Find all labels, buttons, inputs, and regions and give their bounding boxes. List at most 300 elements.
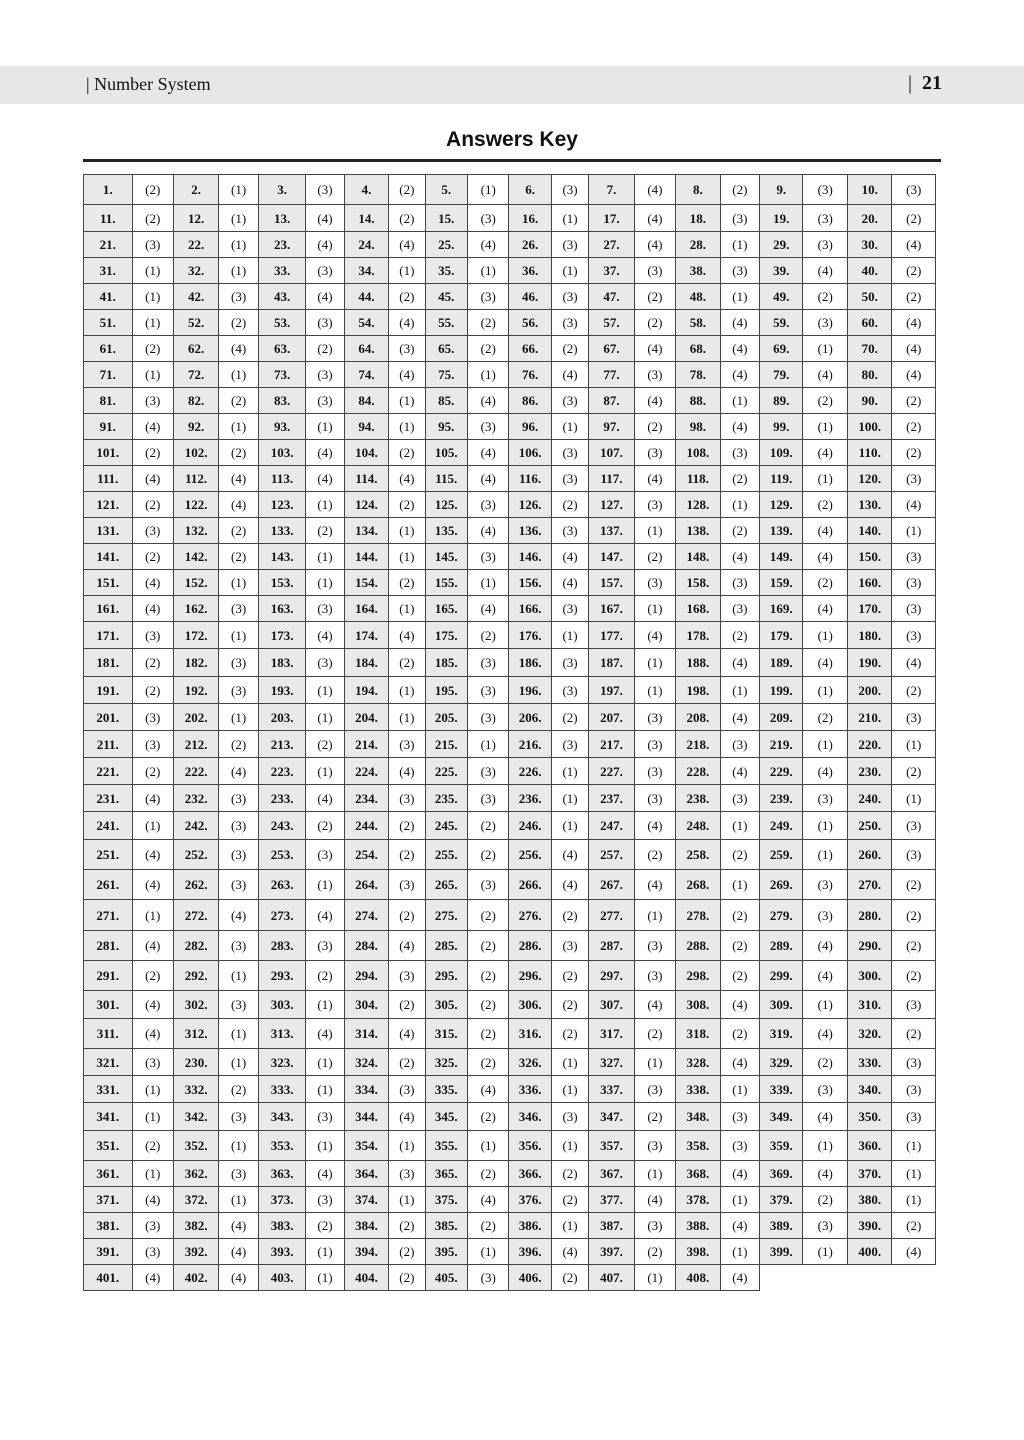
question-number: 8. <box>676 175 720 205</box>
answer-option: (1) <box>551 812 588 840</box>
question-number: 350. <box>847 1103 891 1131</box>
question-number: 54. <box>344 310 388 336</box>
question-number: 387. <box>589 1213 634 1239</box>
answer-option: (2) <box>389 284 425 310</box>
answer-option: (3) <box>132 1049 173 1076</box>
answer-option: (3) <box>892 991 936 1019</box>
answer-option: (3) <box>467 492 508 518</box>
question-number: 159. <box>760 570 803 596</box>
question-number: 42. <box>173 284 218 310</box>
question-number: 257. <box>589 840 634 870</box>
answer-option: (1) <box>306 870 344 900</box>
question-number: 100. <box>847 414 891 440</box>
answer-option: (1) <box>467 570 508 596</box>
answer-option: (3) <box>803 1076 847 1103</box>
answer-option: (1) <box>219 232 258 258</box>
question-number: 110. <box>847 440 891 466</box>
question-number: 396. <box>509 1239 551 1265</box>
question-number: 373. <box>258 1187 306 1213</box>
answer-option: (4) <box>803 544 847 570</box>
question-number: 223. <box>258 758 306 785</box>
question-number: 196. <box>509 677 551 704</box>
answer-option: (4) <box>389 362 425 388</box>
question-number: 193. <box>258 677 306 704</box>
answer-option: (2) <box>892 1019 936 1049</box>
question-number: 308. <box>676 991 720 1019</box>
question-number: 232. <box>173 785 218 812</box>
answer-option: (1) <box>803 731 847 758</box>
answer-option: (3) <box>634 440 675 466</box>
question-number: 251. <box>84 840 133 870</box>
answer-option: (1) <box>219 961 258 991</box>
answer-option: (4) <box>467 388 508 414</box>
question-number: 122. <box>173 492 218 518</box>
table-row <box>84 232 936 258</box>
question-number: 246. <box>509 812 551 840</box>
question-number: 55. <box>425 310 467 336</box>
question-number: 137. <box>589 518 634 544</box>
question-number: 62. <box>173 336 218 362</box>
question-number: 17. <box>589 205 634 232</box>
answer-option: (4) <box>467 1187 508 1213</box>
answer-option: (1) <box>803 622 847 649</box>
table-row <box>84 1019 936 1049</box>
question-number: 333. <box>258 1076 306 1103</box>
question-number: 16. <box>509 205 551 232</box>
answer-option: (2) <box>306 336 344 362</box>
question-number: 218. <box>676 731 720 758</box>
answer-option: (3) <box>219 991 258 1019</box>
question-number: 57. <box>589 310 634 336</box>
answer-option: (1) <box>551 622 588 649</box>
answer-option: (1) <box>892 1161 936 1187</box>
question-number: 354. <box>344 1131 388 1161</box>
question-number: 327. <box>589 1049 634 1076</box>
question-number: 143. <box>258 544 306 570</box>
answer-option: (4) <box>634 336 675 362</box>
question-number: 84. <box>344 388 388 414</box>
answer-option: (4) <box>132 870 173 900</box>
question-number: 235. <box>425 785 467 812</box>
answer-option: (3) <box>467 284 508 310</box>
answer-option: (4) <box>720 649 759 677</box>
question-number: 402. <box>173 1265 218 1291</box>
answer-option: (1) <box>720 812 759 840</box>
question-number: 401. <box>84 1265 133 1291</box>
question-number: 197. <box>589 677 634 704</box>
question-number: 162. <box>173 596 218 622</box>
answer-option: (2) <box>306 812 344 840</box>
question-number: 195. <box>425 677 467 704</box>
question-number: 177. <box>589 622 634 649</box>
answer-option: (1) <box>634 1265 675 1291</box>
question-number: 146. <box>509 544 551 570</box>
answer-option: (2) <box>467 1103 508 1131</box>
question-number: 182. <box>173 649 218 677</box>
answer-option: (2) <box>132 1131 173 1161</box>
answer-option: (4) <box>132 570 173 596</box>
answer-option: (3) <box>219 785 258 812</box>
answer-option: (3) <box>634 931 675 961</box>
question-number: 85. <box>425 388 467 414</box>
answer-option: (2) <box>467 1161 508 1187</box>
question-number: 93. <box>258 414 306 440</box>
question-number: 72. <box>173 362 218 388</box>
question-number: 165. <box>425 596 467 622</box>
question-number: 338. <box>676 1076 720 1103</box>
question-number: 58. <box>676 310 720 336</box>
answer-option: (4) <box>389 232 425 258</box>
question-number: 107. <box>589 440 634 466</box>
answer-option: (3) <box>306 1187 344 1213</box>
question-number: 200. <box>847 677 891 704</box>
answer-option: (3) <box>389 336 425 362</box>
answer-option: (2) <box>803 570 847 596</box>
answer-option: (3) <box>467 205 508 232</box>
question-number: 245. <box>425 812 467 840</box>
table-row <box>84 175 936 205</box>
answer-option: (4) <box>389 622 425 649</box>
question-number: 74. <box>344 362 388 388</box>
answer-option: (3) <box>634 362 675 388</box>
answer-option: (3) <box>219 649 258 677</box>
answer-option: (1) <box>803 336 847 362</box>
question-number: 123. <box>258 492 306 518</box>
table-row <box>84 1103 936 1131</box>
question-number: 335. <box>425 1076 467 1103</box>
question-number: 324. <box>344 1049 388 1076</box>
answer-option: (3) <box>720 731 759 758</box>
question-number: 337. <box>589 1076 634 1103</box>
answer-option: (1) <box>551 414 588 440</box>
question-number: 389. <box>760 1213 803 1239</box>
question-number: 117. <box>589 466 634 492</box>
table-row <box>84 466 936 492</box>
question-number: 26. <box>509 232 551 258</box>
table-row <box>84 1239 936 1265</box>
answer-option: (2) <box>551 704 588 731</box>
answer-option: (2) <box>634 1019 675 1049</box>
answer-option: (2) <box>389 812 425 840</box>
table-row <box>84 414 936 440</box>
answer-option: (3) <box>892 1076 936 1103</box>
question-number: 108. <box>676 440 720 466</box>
table-row <box>84 1131 936 1161</box>
question-number: 203. <box>258 704 306 731</box>
question-number: 65. <box>425 336 467 362</box>
answer-option: (3) <box>306 362 344 388</box>
answer-option: (4) <box>306 900 344 931</box>
answer-option: (4) <box>892 649 936 677</box>
question-number: 303. <box>258 991 306 1019</box>
question-number: 136. <box>509 518 551 544</box>
answer-option: (2) <box>551 1265 588 1291</box>
question-number: 11. <box>84 205 133 232</box>
question-number: 360. <box>847 1131 891 1161</box>
answer-option: (2) <box>467 1019 508 1049</box>
question-number: 192. <box>173 677 218 704</box>
question-number: 226. <box>509 758 551 785</box>
table-row <box>84 622 936 649</box>
question-number: 98. <box>676 414 720 440</box>
answer-option: (3) <box>803 785 847 812</box>
question-number: 386. <box>509 1213 551 1239</box>
answer-option: (2) <box>306 1213 344 1239</box>
answer-option: (4) <box>720 758 759 785</box>
answer-option: (3) <box>892 840 936 870</box>
answer-option: (4) <box>803 1019 847 1049</box>
table-row <box>84 870 936 900</box>
question-number: 214. <box>344 731 388 758</box>
question-number: 18. <box>676 205 720 232</box>
answer-option: (2) <box>803 388 847 414</box>
question-number: 141. <box>84 544 133 570</box>
table-row <box>84 758 936 785</box>
question-number: 48. <box>676 284 720 310</box>
answer-option: (1) <box>720 284 759 310</box>
answer-option: (4) <box>551 870 588 900</box>
answer-option: (1) <box>634 677 675 704</box>
question-number: 321. <box>84 1049 133 1076</box>
answer-option: (1) <box>219 1131 258 1161</box>
answer-option: (3) <box>892 622 936 649</box>
question-number: 213. <box>258 731 306 758</box>
answer-option: (3) <box>551 518 588 544</box>
question-number: 317. <box>589 1019 634 1049</box>
answer-option: (1) <box>389 388 425 414</box>
question-number: 105. <box>425 440 467 466</box>
answer-option: (3) <box>306 258 344 284</box>
question-number: 185. <box>425 649 467 677</box>
section-title: | Number System <box>86 74 211 94</box>
answer-option: (3) <box>467 704 508 731</box>
answer-option: (4) <box>389 931 425 961</box>
question-number: 361. <box>84 1161 133 1187</box>
question-number: 404. <box>344 1265 388 1291</box>
question-number: 36. <box>509 258 551 284</box>
question-number: 77. <box>589 362 634 388</box>
question-number: 372. <box>173 1187 218 1213</box>
answer-option: (4) <box>803 961 847 991</box>
answer-option: (3) <box>219 596 258 622</box>
answer-option: (3) <box>803 870 847 900</box>
answer-option: (1) <box>219 570 258 596</box>
question-number: 380. <box>847 1187 891 1213</box>
question-number: 318. <box>676 1019 720 1049</box>
answer-option: (2) <box>892 870 936 900</box>
answer-option: (3) <box>720 1103 759 1131</box>
question-number: 160. <box>847 570 891 596</box>
question-number: 231. <box>84 785 133 812</box>
answer-option: (2) <box>219 544 258 570</box>
question-number: 286. <box>509 931 551 961</box>
table-row <box>84 785 936 812</box>
answer-option: (2) <box>389 492 425 518</box>
answer-option: (1) <box>634 649 675 677</box>
question-number: 408. <box>676 1265 720 1291</box>
question-number: 7. <box>589 175 634 205</box>
question-number: 80. <box>847 362 891 388</box>
answer-option: (3) <box>467 785 508 812</box>
answer-option: (1) <box>306 492 344 518</box>
answer-option: (1) <box>467 175 508 205</box>
question-number: 378. <box>676 1187 720 1213</box>
answer-option: (3) <box>892 466 936 492</box>
answer-option: (2) <box>551 1161 588 1187</box>
question-number: 400. <box>847 1239 891 1265</box>
question-number: 208. <box>676 704 720 731</box>
question-number: 112. <box>173 466 218 492</box>
answer-option: (3) <box>720 440 759 466</box>
answer-option: (4) <box>467 232 508 258</box>
question-number: 149. <box>760 544 803 570</box>
question-number: 38. <box>676 258 720 284</box>
answer-option: (4) <box>803 649 847 677</box>
answer-option: (4) <box>720 336 759 362</box>
question-number: 87. <box>589 388 634 414</box>
question-number: 394. <box>344 1239 388 1265</box>
question-number: 258. <box>676 840 720 870</box>
question-number: 24. <box>344 232 388 258</box>
question-number: 125. <box>425 492 467 518</box>
table-row <box>84 1161 936 1187</box>
question-number: 362. <box>173 1161 218 1187</box>
question-number: 237. <box>589 785 634 812</box>
answer-option: (2) <box>467 622 508 649</box>
answer-option: (2) <box>467 1049 508 1076</box>
answer-option: (1) <box>219 414 258 440</box>
answer-option: (2) <box>467 961 508 991</box>
question-number: 95. <box>425 414 467 440</box>
question-number: 49. <box>760 284 803 310</box>
answer-option: (3) <box>132 1213 173 1239</box>
answer-option: (2) <box>132 961 173 991</box>
question-number: 215. <box>425 731 467 758</box>
question-number: 46. <box>509 284 551 310</box>
answer-option: (1) <box>634 1161 675 1187</box>
question-number: 179. <box>760 622 803 649</box>
question-number: 178. <box>676 622 720 649</box>
question-number: 181. <box>84 649 133 677</box>
answer-option: (4) <box>634 622 675 649</box>
question-number: 270. <box>847 870 891 900</box>
answer-option: (1) <box>306 1076 344 1103</box>
answer-option: (3) <box>634 758 675 785</box>
answer-option: (3) <box>803 310 847 336</box>
question-number: 353. <box>258 1131 306 1161</box>
question-number: 34. <box>344 258 388 284</box>
answer-option: (4) <box>306 466 344 492</box>
answer-option: (2) <box>892 677 936 704</box>
answer-option: (4) <box>803 1161 847 1187</box>
page-header <box>0 66 1024 104</box>
answer-option: (4) <box>803 931 847 961</box>
question-number: 124. <box>344 492 388 518</box>
question-number: 268. <box>676 870 720 900</box>
answer-option: (4) <box>467 518 508 544</box>
question-number: 375. <box>425 1187 467 1213</box>
question-number: 219. <box>760 731 803 758</box>
answer-option: (2) <box>803 1049 847 1076</box>
question-number: 86. <box>509 388 551 414</box>
question-number: 106. <box>509 440 551 466</box>
answer-option: (1) <box>803 1239 847 1265</box>
question-number: 210. <box>847 704 891 731</box>
question-number: 229. <box>760 758 803 785</box>
question-number: 153. <box>258 570 306 596</box>
answer-option: (1) <box>551 758 588 785</box>
table-row <box>84 258 936 284</box>
page-number-separator: | <box>907 72 912 94</box>
answer-option: (4) <box>551 840 588 870</box>
question-number: 126. <box>509 492 551 518</box>
answer-option: (1) <box>892 731 936 758</box>
answer-option: (1) <box>389 518 425 544</box>
answer-option: (4) <box>892 362 936 388</box>
question-number: 73. <box>258 362 306 388</box>
question-number: 311. <box>84 1019 133 1049</box>
answer-option: (3) <box>219 677 258 704</box>
question-number: 388. <box>676 1213 720 1239</box>
question-number: 230. <box>847 758 891 785</box>
question-number: 343. <box>258 1103 306 1131</box>
question-number: 120. <box>847 466 891 492</box>
question-number: 69. <box>760 336 803 362</box>
answer-option: (4) <box>634 466 675 492</box>
answer-option: (2) <box>803 704 847 731</box>
question-number: 220. <box>847 731 891 758</box>
question-number: 288. <box>676 931 720 961</box>
question-number: 82. <box>173 388 218 414</box>
answer-option: (1) <box>803 840 847 870</box>
answer-option: (3) <box>389 731 425 758</box>
answer-option: (2) <box>634 414 675 440</box>
question-number: 293. <box>258 961 306 991</box>
question-number: 351. <box>84 1131 133 1161</box>
answer-option: (2) <box>389 440 425 466</box>
question-number: 23. <box>258 232 306 258</box>
answer-option: (4) <box>306 1161 344 1187</box>
answer-option: (4) <box>467 440 508 466</box>
answer-option: (1) <box>720 1187 759 1213</box>
question-number: 71. <box>84 362 133 388</box>
question-number: 365. <box>425 1161 467 1187</box>
answer-option: (4) <box>634 812 675 840</box>
answer-option: (3) <box>634 1131 675 1161</box>
answer-option: (4) <box>467 596 508 622</box>
table-row <box>84 1265 936 1291</box>
question-number: 356. <box>509 1131 551 1161</box>
question-number: 155. <box>425 570 467 596</box>
answer-option: (3) <box>219 931 258 961</box>
answer-option: (3) <box>389 1161 425 1187</box>
question-number: 67. <box>589 336 634 362</box>
question-number: 363. <box>258 1161 306 1187</box>
question-number: 90. <box>847 388 891 414</box>
answer-option: (2) <box>892 931 936 961</box>
table-row <box>84 362 936 388</box>
question-number: 114. <box>344 466 388 492</box>
answer-option: (2) <box>219 731 258 758</box>
answer-option: (3) <box>551 284 588 310</box>
question-number: 10. <box>847 175 891 205</box>
answer-option: (4) <box>892 310 936 336</box>
question-number: 134. <box>344 518 388 544</box>
question-number: 121. <box>84 492 133 518</box>
answer-option: (4) <box>720 414 759 440</box>
answer-option: (4) <box>389 1019 425 1049</box>
question-number: 238. <box>676 785 720 812</box>
